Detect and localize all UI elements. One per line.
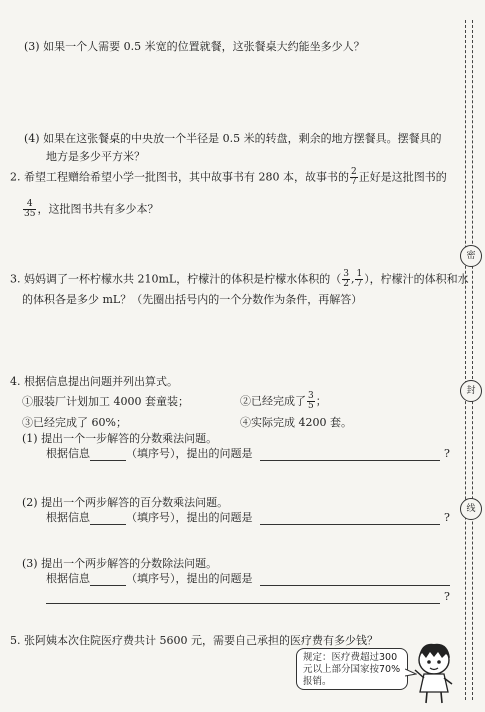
q4-sub-1-fill: 根据信息 （填序号），提出的问题是 <box>46 447 253 460</box>
question-4-title: 4. 根据信息提出问题并列出算式。 <box>10 375 178 388</box>
binding-dash-line-inner <box>472 20 473 700</box>
q2-text-part2: 正好是这批图书的 <box>358 170 447 184</box>
q4-sub-2: (2) 提出一个两步解答的百分数乘法问题。 <box>22 496 229 509</box>
answer-line-3a[interactable] <box>260 585 450 586</box>
question-mark-1: ? <box>444 447 450 460</box>
q2-text-part3: ，这批图书共有多少本？ <box>37 202 159 216</box>
fraction-3-2: $\frac{3}{2}$ <box>343 269 349 289</box>
question-1-4-line1: (4) 如果在这张餐桌的中央放一个半径是 0.5 米的转盘，剩余的地方摆餐具。摆餐具的 <box>24 132 442 145</box>
binding-label-seal: 密 <box>460 245 482 267</box>
q4-info-2: ②已经完成了 $\frac{3}{5}$ ； <box>240 391 327 411</box>
q4-info-4: ④实际完成 4200 套。 <box>240 416 352 429</box>
q4-sub-2-fill: 根据信息 （填序号），提出的问题是 <box>46 511 253 524</box>
question-2-line1 <box>10 168 447 187</box>
binding-label-line: 线 <box>460 498 482 520</box>
question-mark-3: ? <box>444 590 450 603</box>
binding-dash-line-outer <box>465 20 466 700</box>
q3-text-part2: ），柠檬汁的体积和水 <box>364 272 469 286</box>
question-1-4-line2: 地方是多少平方米？ <box>46 150 145 163</box>
answer-line-2[interactable] <box>260 524 440 525</box>
question-2-line2 <box>22 200 158 219</box>
fraction-4-35: $\frac{4}{35}$ <box>24 199 36 219</box>
info-number-blank-3[interactable] <box>90 573 126 586</box>
answer-line-3b[interactable] <box>46 603 440 604</box>
question-mark-2: ? <box>444 511 450 524</box>
question-1-3: (3) 如果一个人需要 0.5 米宽的位置就餐，这张餐桌大约能坐多少人？ <box>24 40 365 53</box>
info-number-blank-2[interactable] <box>90 512 126 525</box>
cartoon-girl-illustration <box>412 640 456 706</box>
q3-text-part1: 3. 妈妈调了一杯柠檬水共 210mL，柠檬汁的体积是柠檬水体积的（ <box>10 272 342 286</box>
q4-info-3: ③已经完成了 60%； <box>22 416 127 429</box>
q4-sub-1: (1) 提出一个一步解答的分数乘法问题。 <box>22 432 218 445</box>
question-3-line2: 的体积各是多少 mL？（先圈出括号内的一个分数作为条件，再解答） <box>22 293 363 306</box>
answer-line-1[interactable] <box>260 460 440 461</box>
q4-sub-3-fill: 根据信息 （填序号），提出的问题是 <box>46 572 253 585</box>
q2-text-part1: 2. 希望工程赠给希望小学一批图书，其中故事书有 280 本，故事书的 <box>10 170 349 184</box>
policy-note-text: 规定：医疗费超过300元以上部分国家按70%报销。 <box>303 652 401 687</box>
question-5: 5. 张阿姨本次住院医疗费共计 5600 元，需要自己承担的医疗费有多少钱？ <box>10 634 378 647</box>
q4-sub-3: (3) 提出一个两步解答的分数除法问题。 <box>22 557 218 570</box>
policy-note <box>296 648 408 690</box>
q4-info-1: ①服装厂计划加工 4000 套童装； <box>22 395 189 408</box>
binding-label-envelope: 封 <box>460 380 482 402</box>
fraction-3-5: $\frac{3}{5}$ <box>308 391 314 411</box>
fraction-2-7: $\frac{2}{7}$ <box>350 167 357 187</box>
info-number-blank-1[interactable] <box>90 448 126 461</box>
fraction-1-7: $\frac{1}{7}$ <box>356 269 363 289</box>
question-3-line1: 3. 妈妈调了一杯柠檬水共 210mL，柠檬汁的体积是柠檬水体积的（ $\frac{3}{2}$ , $\frac{1}{7}$ ），柠檬汁的体积和水 <box>10 269 469 289</box>
